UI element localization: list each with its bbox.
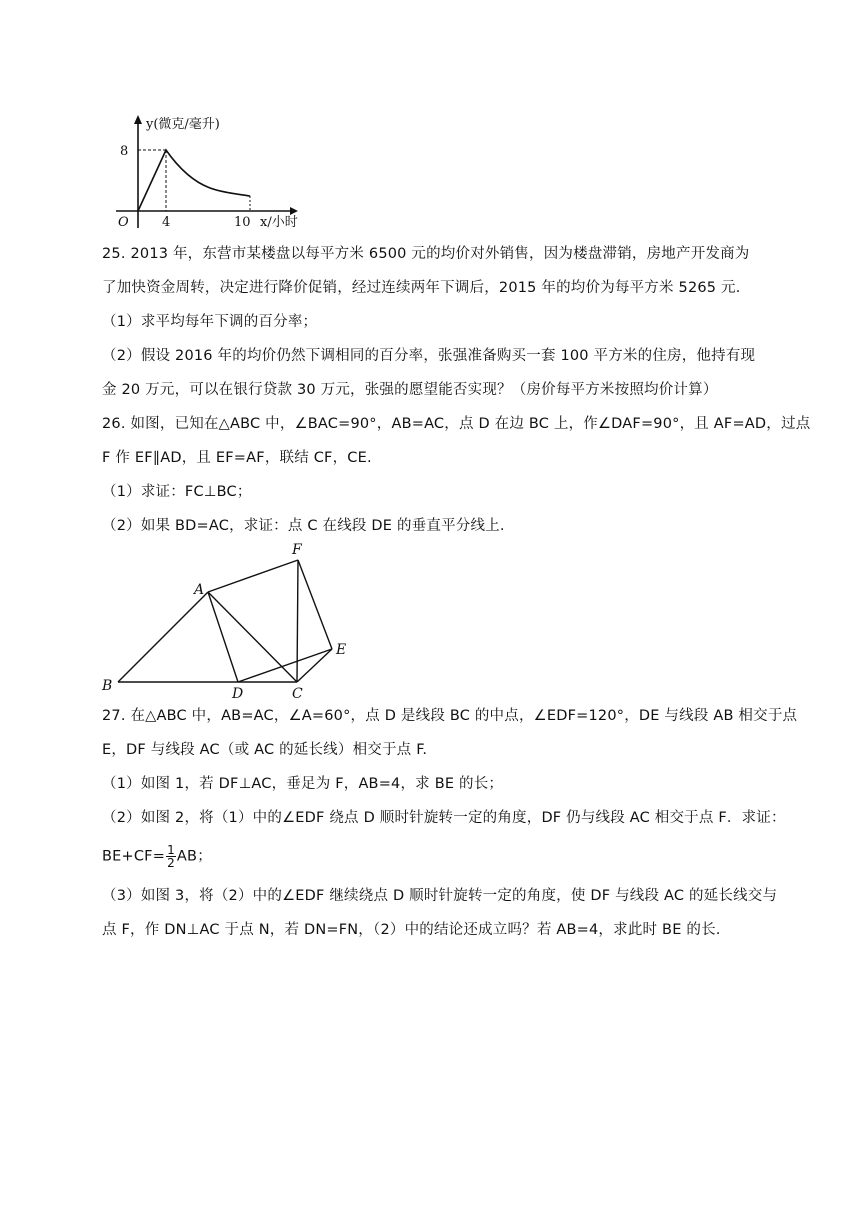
y-tick-8: 8 <box>120 144 129 159</box>
fraction-denominator: 2 <box>167 856 175 870</box>
q27-line-1: 27. 在△ABC 中，AB=AC，∠A=60°，点 D 是线段 BC 的中点，∠EDF=120°，DE 与线段 AB 相交于点 <box>102 708 798 724</box>
segment-AD <box>208 592 238 682</box>
y-axis-arrow <box>134 115 142 124</box>
segment-FC <box>297 560 298 682</box>
q27-part-2-line-1: （2）如图 2，将（1）中的∠EDF 绕点 D 顺时针旋转一定的角度，DF 仍与线段 AC 相交于点 F．求证： <box>102 810 786 826</box>
q25-part-2-line-2: 金 20 万元，可以在银行贷款 30 万元，张强的愿望能否实现？（房价每平方米按照均价计算） <box>102 382 718 398</box>
q25-line-2: 了加快资金周转，决定进行降价促销，经过连续两年下调后，2015 年的均价为每平方米 5265 元. <box>102 280 741 296</box>
q25-part-1: （1）求平均每年下调的百分率； <box>102 314 318 330</box>
y-axis-label: y(微克/毫升) <box>146 117 220 132</box>
point-label-F: F <box>292 542 302 558</box>
geometry-figure <box>96 540 356 702</box>
formula-suffix: AB； <box>176 848 212 865</box>
point-label-A: A <box>194 582 205 598</box>
segment-AF <box>208 560 298 592</box>
x-tick-10: 10 <box>234 215 251 230</box>
q26-line-2: F 作 EF∥AD，且 EF=AF，联结 CF，CE. <box>102 450 372 466</box>
segment-AC <box>208 592 297 682</box>
point-label-B: B <box>102 678 113 694</box>
x-axis-label: x/小时 <box>260 215 298 230</box>
q27-part-2-formula <box>102 844 212 869</box>
fraction-numerator: 1 <box>167 843 175 857</box>
segment-AB <box>118 592 208 682</box>
concentration-curve <box>138 150 250 211</box>
q25-line-1: 25. 2013 年，东营市某楼盘以每平方米 6500 元的均价对外销售，因为楼盘滞销，房地产开发商为 <box>102 246 750 262</box>
segment-CE <box>297 649 332 682</box>
q27-part-3-line-2: 点 F，作 DN⊥AC 于点 N，若 DN=FN，（2）中的结论还成立吗？若 AB=4，求此时 BE 的长. <box>102 922 721 938</box>
origin-label: O <box>118 215 129 230</box>
point-label-D: D <box>232 686 244 702</box>
point-label-E: E <box>336 642 347 658</box>
fraction-one-half <box>166 844 176 869</box>
q27-line-2: E，DF 与线段 AC（或 AC 的延长线）相交于点 F. <box>102 742 428 758</box>
q26-line-1: 26. 如图，已知在△ABC 中，∠BAC=90°，AB=AC，点 D 在边 BC 上，作∠DAF=90°，且 AF=AD，过点 <box>102 416 811 432</box>
x-axis-arrow <box>290 207 298 215</box>
q27-part-3-line-1: （3）如图 3，将（2）中的∠EDF 继续绕点 D 顺时针旋转一定的角度，使 DF 与线段 AC 的延长线交与 <box>102 888 778 904</box>
concentration-graph <box>102 112 302 232</box>
point-label-C: C <box>292 686 303 702</box>
q26-part-1: （1）求证：FC⊥BC； <box>102 484 252 500</box>
segment-DE <box>238 649 332 682</box>
segment-FE <box>298 560 332 649</box>
formula-prefix: BE+CF= <box>102 848 166 865</box>
x-tick-4: 4 <box>162 215 171 230</box>
q26-part-2: （2）如果 BD=AC，求证：点 C 在线段 DE 的垂直平分线上. <box>102 518 505 534</box>
q27-part-1: （1）如图 1，若 DF⊥AC，垂足为 F，AB=4，求 BE 的长； <box>102 776 504 792</box>
q25-part-2-line-1: （2）假设 2016 年的均价仍然下调相同的百分率，张强准备购买一套 100 平方米的住房，他持有现 <box>102 348 756 364</box>
